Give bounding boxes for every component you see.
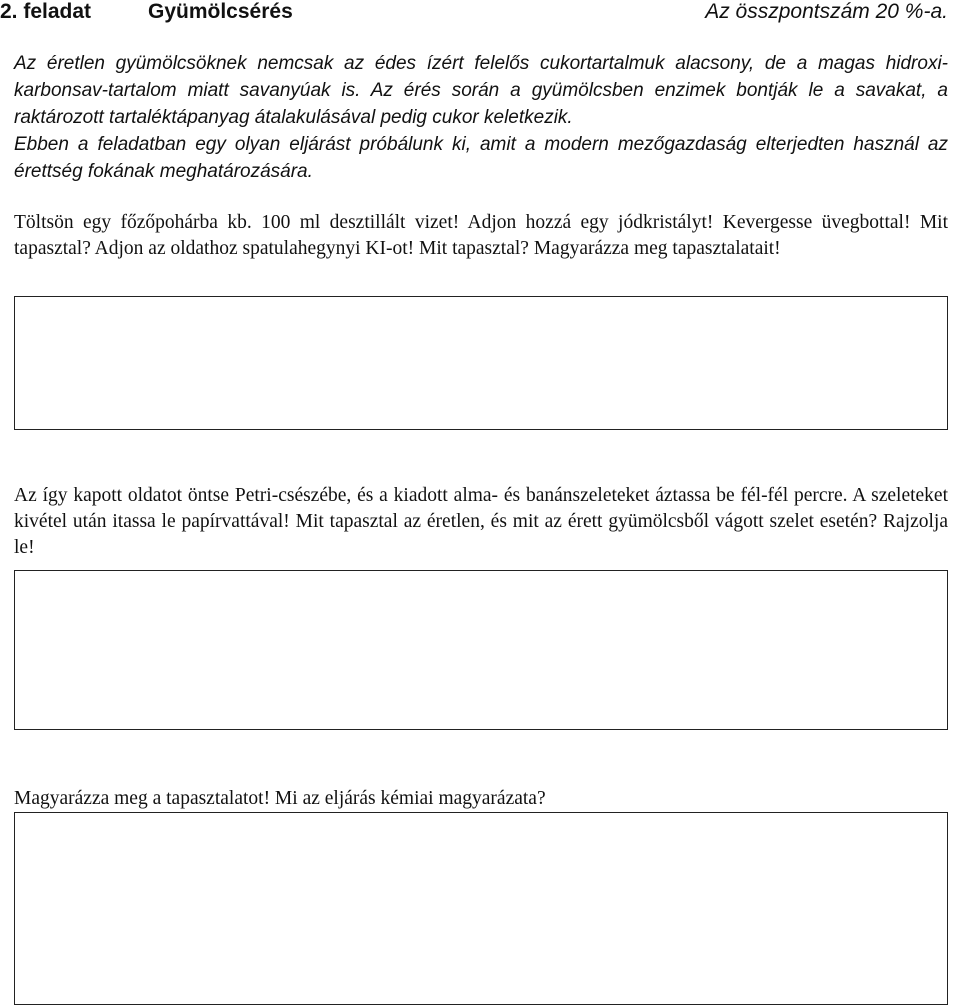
task-header <box>0 0 960 30</box>
task-2-instructions: Az így kapott oldatot öntse Petri-csészébe, és a kiadott alma- és banánszeleteket áztassa be fél-fél percre. A szeleteket kivétel után itassa le papírvattával! Mit tapasztal az éretlen, és mit az érett gyümölcsből vágott szelet esetén? Rajzolja le! <box>14 485 948 558</box>
intro-paragraph-2: Ebben a feladatban egy olyan eljárást próbálunk ki, amit a modern mezőgazdaság elterjedten használ az érettség fokának meghatározására. <box>14 134 948 182</box>
task-points: Az összpontszám 20 %-a. <box>705 0 948 23</box>
intro-text <box>14 50 948 185</box>
answer-box-2[interactable] <box>14 570 948 730</box>
task-number: 2. feladat <box>0 0 92 23</box>
answer-box-3[interactable] <box>14 812 948 1005</box>
answer-box-1[interactable] <box>14 296 948 430</box>
task-title: Gyümölcsérés <box>148 0 293 23</box>
task-1-instructions: Töltsön egy főzőpohárba kb. 100 ml desztillált vizet! Adjon hozzá egy jódkristályt! Kevergesse üvegbottal! Mit tapasztal? Adjon az oldathoz spatulahegynyi KI-ot! Mit tapasztal? Magyarázza meg tapasztalatait! <box>14 212 948 259</box>
intro-paragraph-1: Az éretlen gyümölcsöknek nemcsak az édes ízért felelős cukortartalmuk alacsony, de a magas hidroxi-karbonsav-tartalom miatt savanyúak is. Az érés során a gyümölcsben enzimek bontják le a savakat, a raktározott tartaléktápanyag átalakulásával pedig cukor keletkezik. <box>14 53 948 128</box>
task-3-instructions: Magyarázza meg a tapasztalatot! Mi az eljárás kémiai magyarázata? <box>14 788 546 809</box>
